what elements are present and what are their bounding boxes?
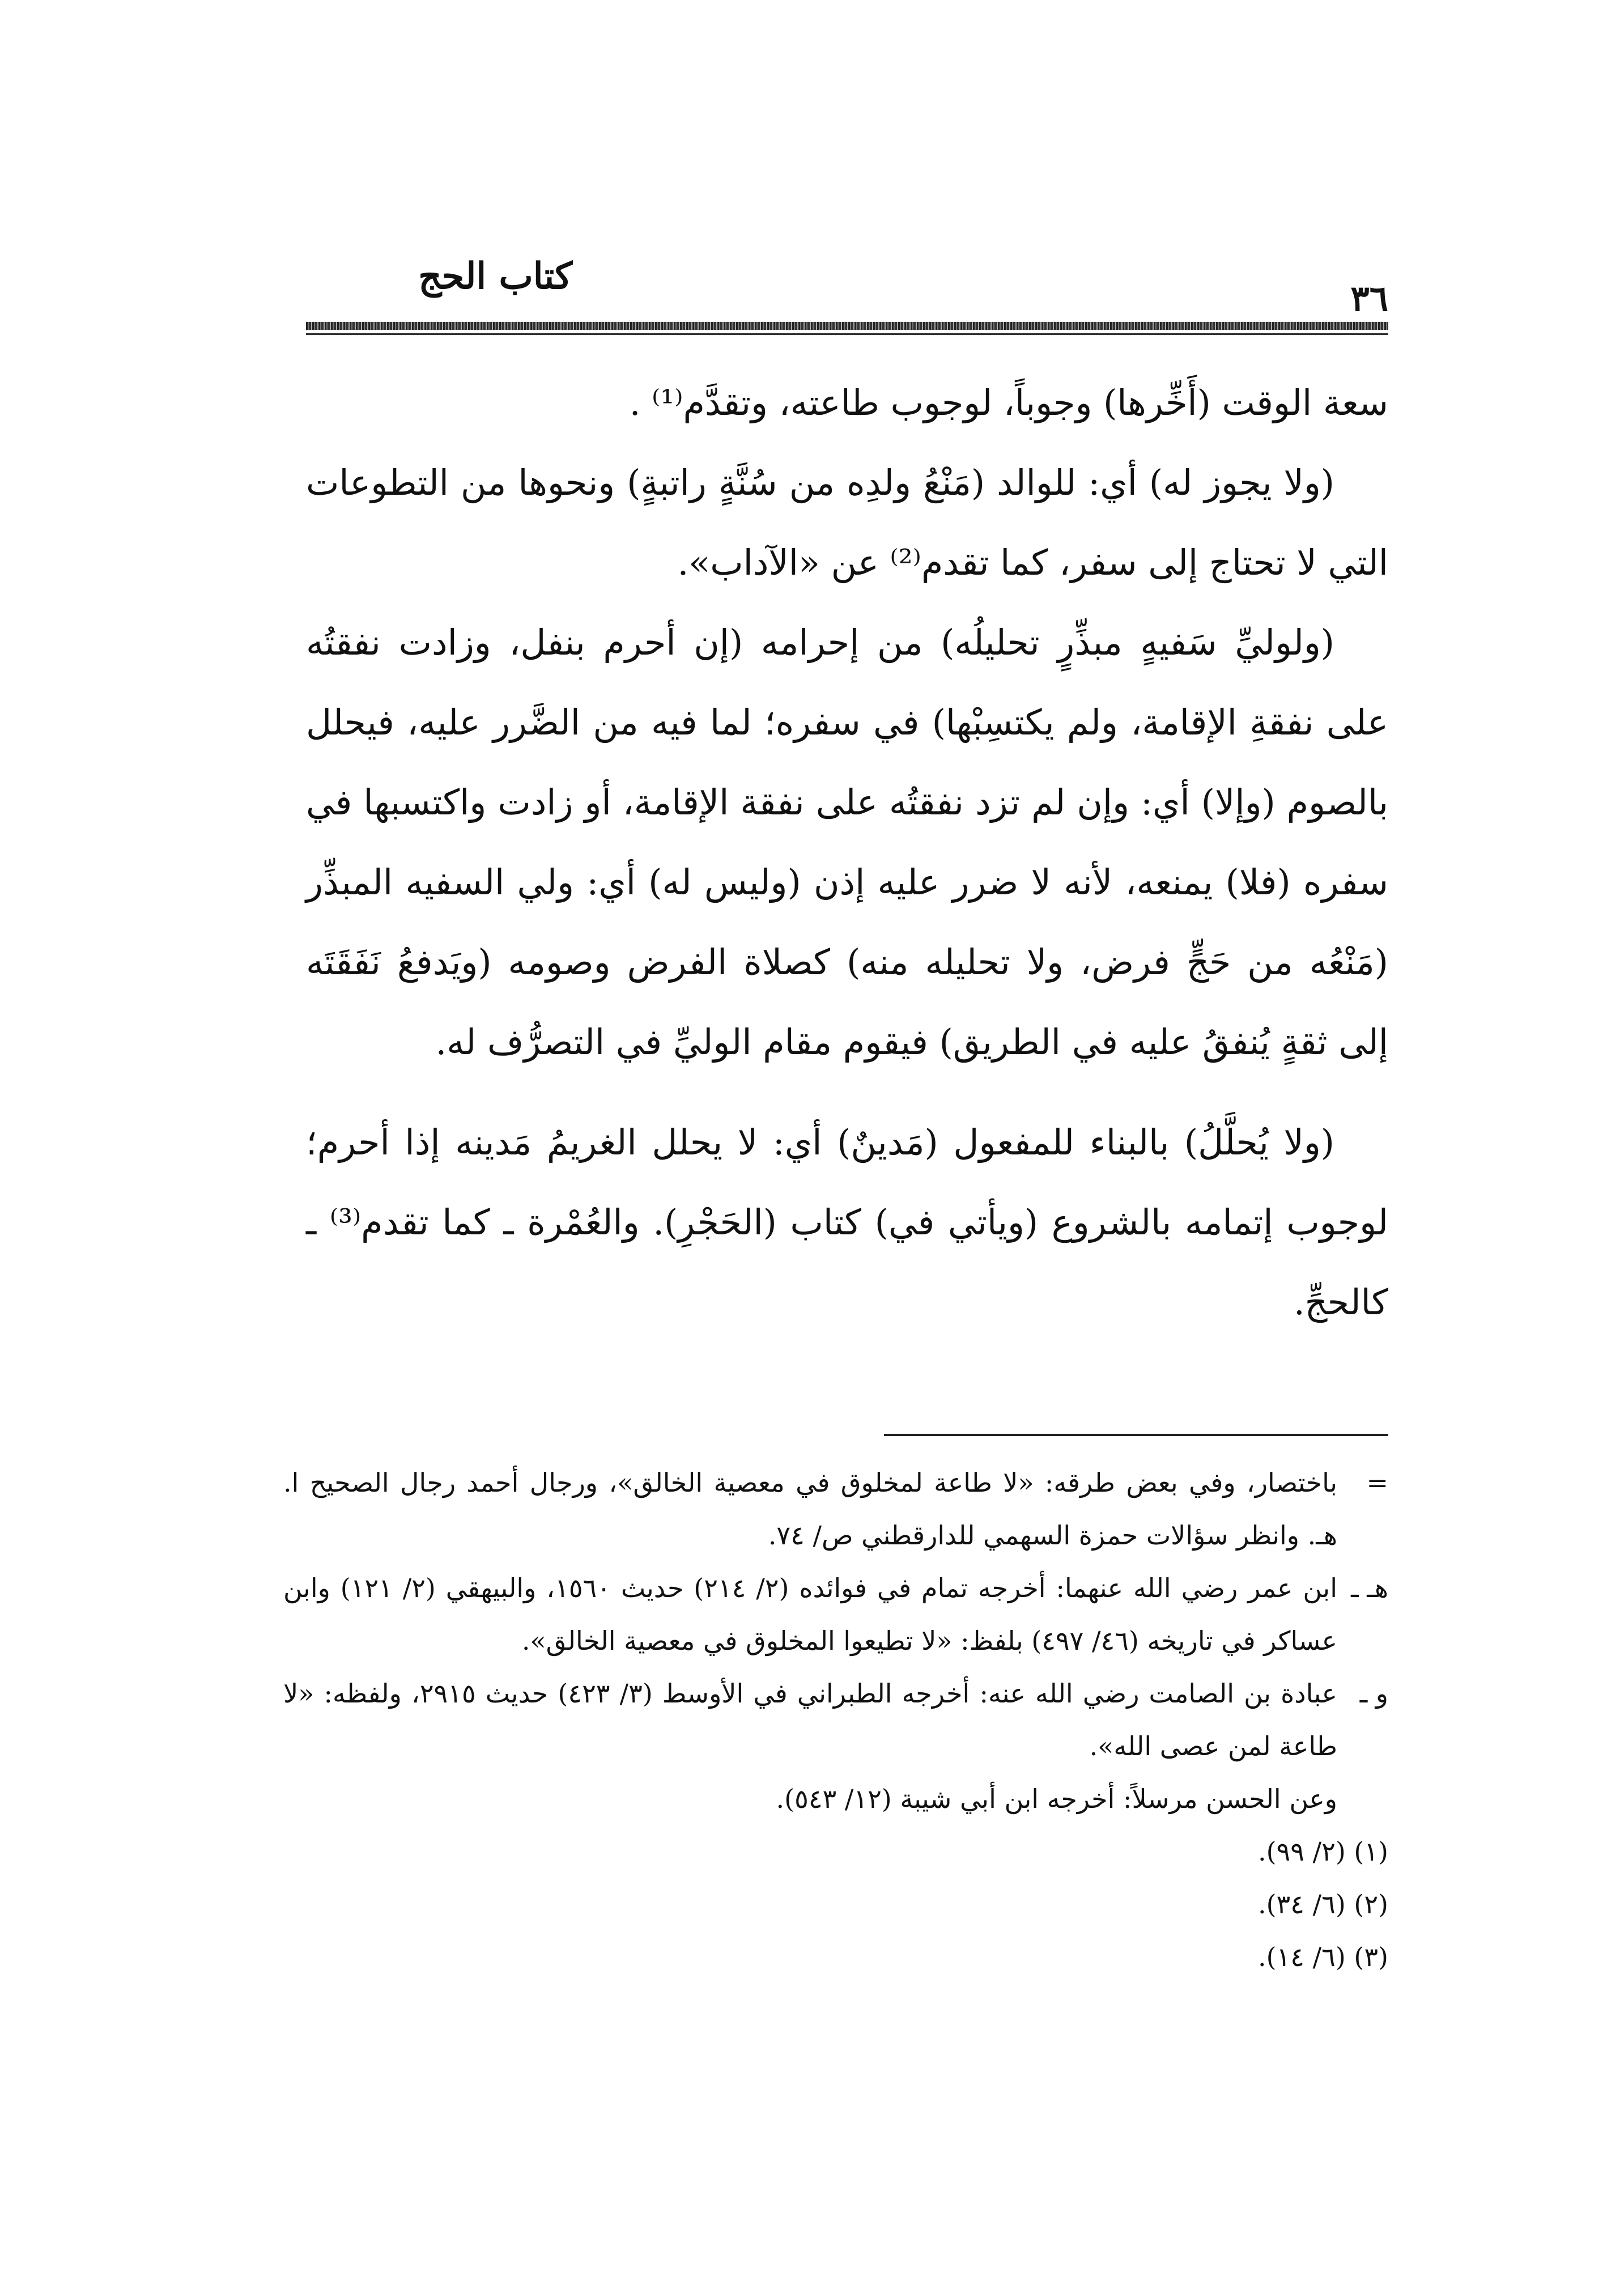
paragraph-3: (ولوليِّ سَفيهٍ مبذِّرٍ تحليلُه) من إحرامه (إن أحرم بنفل، وزادت نفقتُه على نفقةِ الإقامة، ولم يكتسِبْها) في سفره؛ لما فيه من الضَّرر عليه، فيحلل بالصوم (وإلا) أي: وإن لم تزد نفقتُه على نفقة الإقامة، أو زادت واكتسبها في سفره (فلا) يمنعه، لأنه لا ضرر عليه إذن (وليس له) أي: ولي السفيه المبذِّر (مَنْعُه من حَجٍّ فرض، ولا تحليله منه) كصلاة الفرض وصومه (ويَدفعُ نَفَقَتَه إلى ثقةٍ يُنفقُ عليه في الطريق) فيقوم مقام الوليِّ في التصرُّف له.	[306, 622, 1388, 1063]
paragraph-2: (ولا يجوز له) أي: للوالد (مَنْعُ ولدِه من سُنَّةٍ راتبةٍ) ونحوها من التطوعات التي لا تحتاج إلى سفر، كما تقدم⁽²⁾ عن «الآداب».	[306, 462, 1388, 583]
footnote-reference-1: (١) (٢/ ٩٩).	[1257, 1836, 1388, 1867]
paragraph-1: سعة الوقت (أَخِّرها) وجوباً، لوجوب طاعته، وتقدَّم⁽¹⁾ .	[629, 382, 1388, 423]
footnote-mark: هـ ـ	[1351, 1573, 1389, 1603]
header-rule	[306, 322, 1388, 330]
footnote-mark: =	[1366, 1467, 1388, 1498]
footnote-text: عبادة بن الصامت رضي الله عنه: أخرجه الطبراني في الأوسط (٣/ ٤٢٣) حديث ٢٩١٥، ولفظه: «لا طاعة لمن عصى الله».	[283, 1678, 1337, 1761]
book-title: كتاب الحج	[418, 255, 572, 298]
footnote-item	[283, 1773, 1388, 1825]
main-text	[306, 363, 1388, 1342]
header-rule-thin	[306, 333, 1388, 335]
page-number: ٣٦	[1350, 278, 1388, 319]
footnote-reference-3: (٣) (٦/ ١٤).	[1257, 1942, 1388, 1972]
running-header	[306, 244, 1388, 334]
footnote-reference-2: (٢) (٦/ ٣٤).	[1257, 1889, 1388, 1920]
footnote-mark: و ـ	[1359, 1678, 1388, 1709]
footnote-text: باختصار، وفي بعض طرقه: «لا طاعة لمخلوق في معصية الخالق»، ورجال أحمد رجال الصحيح ا. هـ. وانظر سؤالات حمزة السهمي للدارقطني ص/ ٧٤.	[283, 1467, 1337, 1551]
footnote-text: وعن الحسن مرسلاً: أخرجه ابن أبي شيبة (١٢/ ٥٤٣).	[776, 1784, 1337, 1814]
footnote-text: ابن عمر رضي الله عنهما: أخرجه تمام في فوائده (٢/ ٢١٤) حديث ١٥٦٠، والبيهقي (٢/ ١٢١) وابن عساكر في تاريخه (٤٦/ ٤٩٧) بلفظ: «لا تطيعوا المخلوق في معصية الخالق».	[283, 1573, 1338, 1656]
footnote-item	[283, 1667, 1388, 1773]
paragraph-4: (ولا يُحلَّلُ) بالبناء للمفعول (مَدينٌ) أي: لا يحلل الغريمُ مَدينه إذا أحرم؛ لوجوب إتمامه بالشروع (ويأتي في) كتاب (الحَجْرِ). والعُمْرة ـ كما تقدم⁽³⁾ ـ كالحجِّ.	[306, 1122, 1388, 1323]
footnotes	[283, 1457, 1388, 1984]
footnote-separator	[884, 1434, 1388, 1436]
footnote-continuation	[283, 1457, 1388, 1562]
footnote-item	[283, 1562, 1388, 1667]
